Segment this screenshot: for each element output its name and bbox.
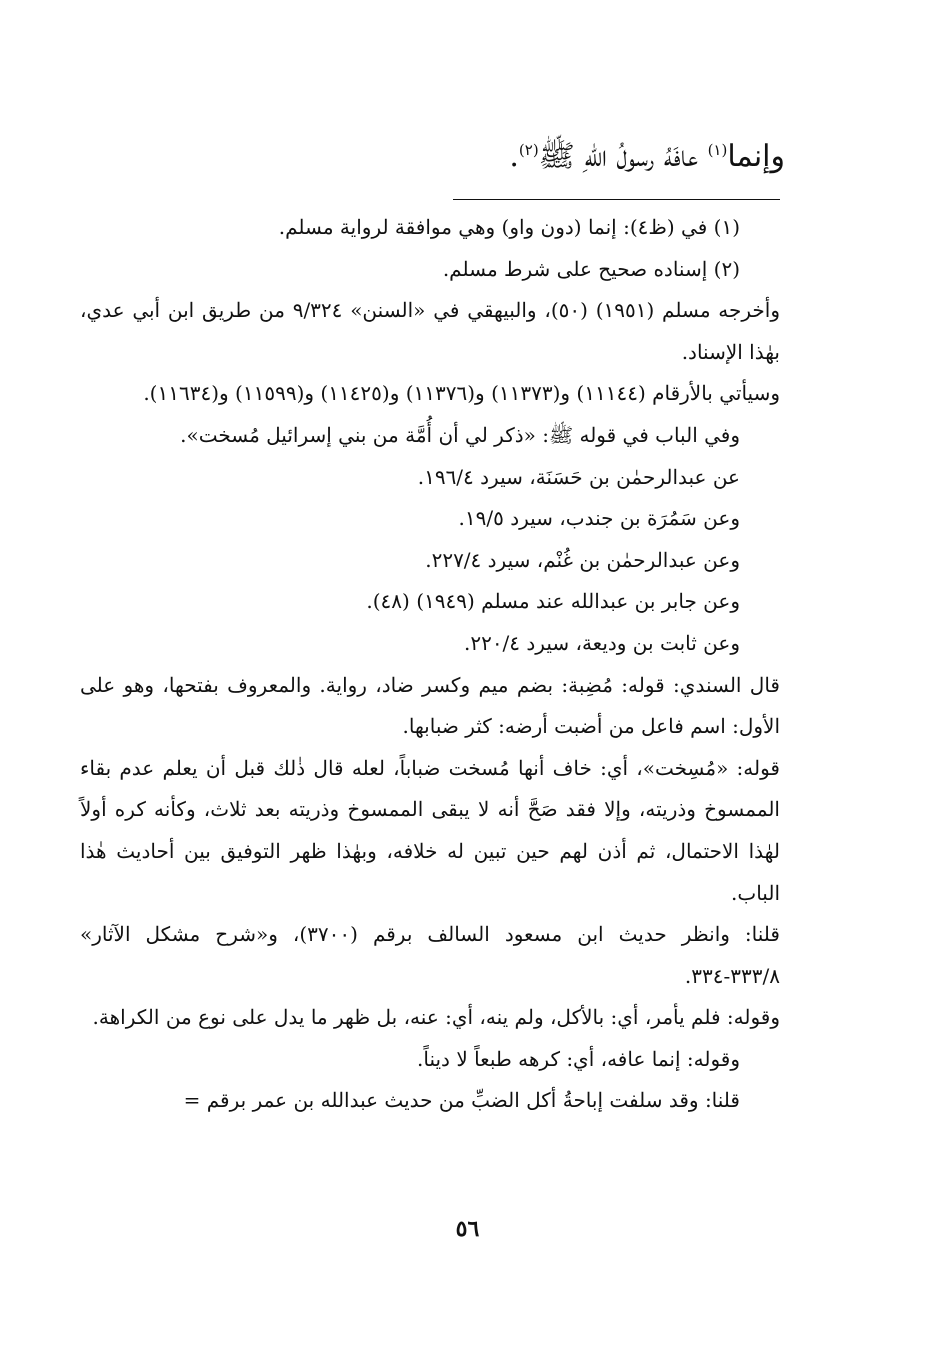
footnote-paragraph: وسيأتي بالأرقام (١١١٤٤) و(١١٣٧٣) و(١١٣٧٦) و(١١٤٢٥) و(١١٥٩٩) و(١١٦٣٤). (143, 381, 780, 406)
footnote-paragraph: وعن جابر بن عبدالله عند مسلم (١٩٤٩) (٤٨). (366, 589, 740, 614)
footnote-paragraph: قلنا: وانظر حديث ابن مسعود السالف برقم (٣٧٠٠)، و«شرح مشكل الآثار» ٣٣٣/٨-٣٣٤. (80, 922, 780, 988)
footnote-ref-2: (٢) (518, 141, 539, 159)
footnote-paragraph: قلنا: وقد سلفت إباحةُ أكل الضبِّ من حديث عبدالله بن عمر برقم = (183, 1088, 740, 1113)
page-number: ٥٦ (455, 1216, 480, 1242)
footnote-paragraph: قوله: «مُسِخت»، أي: خاف أنها مُسخت ضباباً، لعله قال ذٰلك قبل أن يعلم عدم بقاء الممسوخ وذريته، وإلا فقد صَحَّ أنه لا يبقى الممسوخ وذريته بعد ثلاث، وكأنه كره أولاً لهٰذا الاحتمال، ثم أذن لهم حين تبين له خلافه، وبهٰذا ظهر التوفيق بين أحاديث هٰذا الباب. (80, 755, 780, 905)
footnote-divider (453, 199, 780, 200)
footnote-paragraph: وعن ثابت بن وديعة، سيرد ٢٢٠/٤. (463, 630, 740, 655)
main-text-end: . (509, 139, 519, 174)
footnote-paragraph: وقوله: فلم يأمر، أي: بالأكل، ولم ينه، أي: عنه، بل ظهر ما يدل على نوع من الكراهة. (92, 1005, 780, 1030)
footnote-ref-1: (١) (707, 141, 728, 159)
footnote-2: (٢) إسناده صحيح على شرط مسلم. (442, 256, 740, 281)
main-text-start: وإنما (727, 139, 785, 174)
footnote-paragraph: عن عبدالرحمٰن بن حَسَنَة، سيرد ١٩٦/٤. (417, 464, 740, 489)
footnote-paragraph: وفي الباب في قوله ﷺ: «ذكر لي أن أُمَّة من بني إسرائيل مُسخت». (180, 422, 740, 447)
footnotes (80, 207, 780, 1122)
footnote-paragraph: وأخرجه مسلم (١٩٥١) (٥٠)، والبيهقي في «السنن» ٩/٣٢٤ من طريق ابن أبي عدي، بهٰذا الإسناد. (80, 298, 781, 364)
footnote-paragraph: وعن سَمُرَة بن جندب، سيرد ١٩/٥. (458, 506, 740, 531)
main-text-body: عافَهُ رسولُ اللهِ ﷺ (538, 139, 708, 174)
footnote-1: (١) في (ظ٤): إنما (دون واو) وهي موافقة لرواية مسلم. (278, 215, 740, 239)
footnote-paragraph: وقوله: إنما عافه، أي: كرهه طبعاً لا ديناً. (417, 1046, 740, 1071)
footnote-paragraph: قال السندي: قوله: مُضِبة: بضم ميم وكسر ضاد، رواية. والمعروف بفتحها، وهو على الأول: اسم فاعل من أضبت أرضه: كثر ضبابها. (80, 672, 780, 739)
main-text (85, 132, 785, 182)
footnote-paragraph: وعن عبدالرحمٰن بن غُنْم، سيرد ٢٢٧/٤. (425, 547, 740, 572)
